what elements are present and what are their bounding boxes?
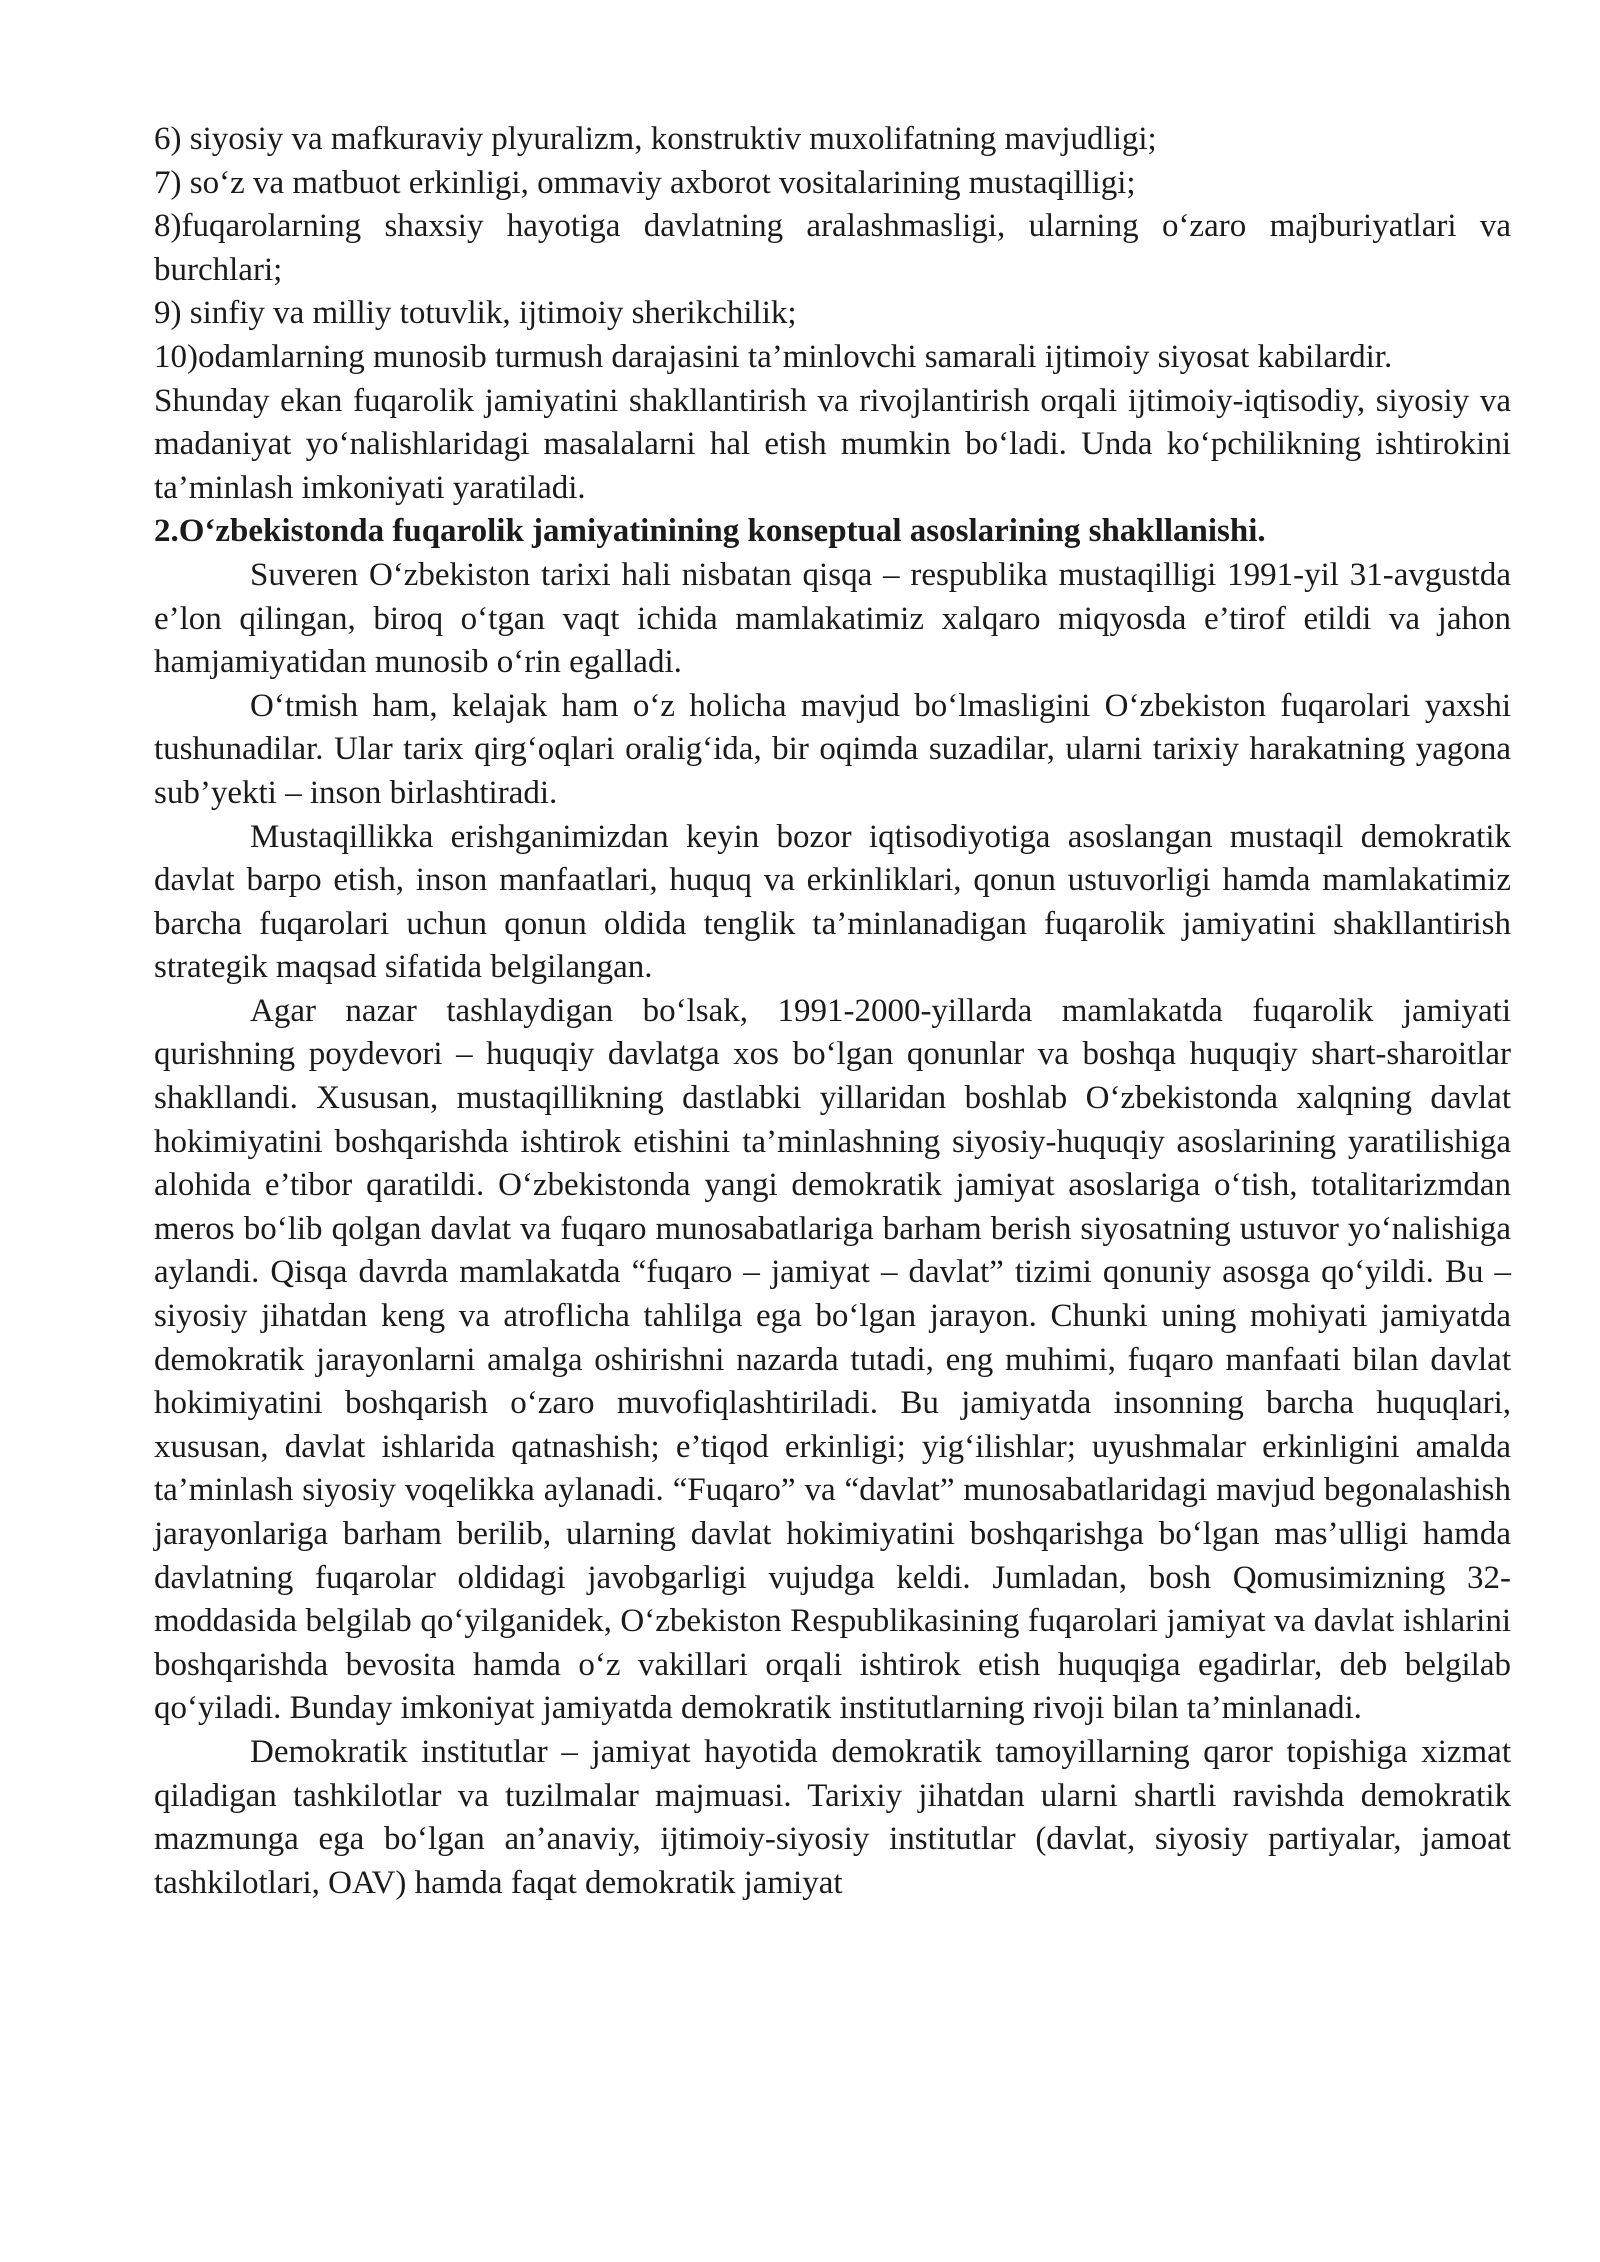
list-item: 9) sinfiy va milliy totuvlik, ijtimoiy sherikchilik;: [154, 295, 797, 332]
section-heading: 2.O‘zbekistonda fuqarolik jamiyatinining konseptual asoslarining shakllanishi.: [154, 513, 1266, 550]
document-page: [154, 118, 1511, 1905]
body-paragraph: Suveren O‘zbekiston tarixi hali nisbatan qisqa – respublika mustaqilligi 1991-yil 31-avgustda e’lon qilingan, biroq o‘tgan vaqt ichida mamlakatimiz xalqaro miqyosda e’tirof etildi va jahon hamjamiyatidan munosib o‘rin egalladi.: [154, 556, 1511, 681]
list-item: 8)fuqarolarning shaxsiy hayotiga davlatning aralashmasligi, ularning o‘zaro majburiyatlari va burchlari;: [154, 208, 1511, 288]
list-item: 6) siyosiy va mafkuraviy plyuralizm, konstruktiv muxolifatning mavjudligi;: [154, 121, 1157, 157]
body-paragraph: Demokratik institutlar – jamiyat hayotida demokratik tamoyillarning qaror topishiga xizmat qiladigan tashkilotlar va tuzilmalar majmuasi. Tarixiy jihatdan ularni shartli ravishda demokratik mazmunga ega bo‘lgan an’anaviy, ijtimoiy-siyosiy institutlar (davlat, siyosiy partiyalar, jamoat tashkilotlari, OAV) hamda faqat demokratik jamiyat: [154, 1733, 1511, 1901]
body-paragraph: Agar nazar tashlaydigan bo‘lsak, 1991-2000-yillarda mamlakatda fuqarolik jamiyati qurishning poydevori – huquqiy davlatga xos bo‘lgan qonunlar va boshqa huquqiy shart-sharoitlar shakllandi. Xususan, mustaqillikning dastlabki yillaridan boshlab O‘zbekistonda xalqning davlat hokimiyatini boshqarishda ishtirok etishini ta’minlashning siyosiy-huquqiy asoslarining yaratilishiga alohida e’tibor qaratildi. O‘zbekistonda yangi demokratik jamiyat asoslariga o‘tish, totalitarizmdan meros bo‘lib qolgan davlat va fuqaro munosabatlariga barham berish siyosatning ustuvor yo‘nalishiga aylandi. Qisqa davrda mamlakatda “fuqaro – jamiyat – davlat” tizimi qonuniy asosga qo‘yildi. Bu – siyosiy jihatdan keng va atroflicha tahlilga ega bo‘lgan jarayon. Chunki uning mohiyati jamiyatda demokratik jarayonlarni amalga oshirishni nazarda tutadi, eng muhimi, fuqaro manfaati bilan davlat hokimiyatini boshqarish o‘zaro muvofiqlashtiriladi. Bu jamiyatda insonning barcha huquqlari, xususan, davlat ishlarida qatnashish; e’tiqod erkinligi; yig‘ilishlar; uyushmalar erkinligini amalda ta’minlash siyosiy voqelikka aylanadi. “Fuqaro” va “davlat” munosabatlaridagi mavjud begonalashish jarayonlariga barham berilib, ularning davlat hokimiyatini boshqarishga bo‘lgan mas’ulligi hamda davlatning fuqarolar oldidagi javobgarligi vujudga keldi. Jumladan, bosh Qomusimizning 32-moddasida belgilab qo‘yilganidek, O‘zbekiston Respublikasining fuqarolari jamiyat va davlat ishlarini boshqarishda bevosita hamda o‘z vakillari orqali ishtirok etish huquqiga egadirlar, deb belgilab qo‘yiladi. Bunday imkoniyat jamiyatda demokratik institutlarning rivoji bilan ta’minlanadi.: [154, 992, 1511, 1727]
list-item: 10)odamlarning munosib turmush darajasini ta’minlovchi samarali ijtimoiy siyosat kabilardir.: [154, 338, 1393, 375]
body-paragraph: O‘tmish ham, kelajak ham o‘z holicha mavjud bo‘lmasligini O‘zbekiston fuqarolari yaxshi tushunadilar. Ular tarix qirg‘oqlari oralig‘ida, bir oqimda suzadilar, ularni tarixiy harakatning yagona sub’yekti – inson birlashtiradi.: [154, 687, 1511, 811]
list-item: 7) so‘z va matbuot erkinligi, ommaviy axborot vositalarining mustaqilligi;: [154, 164, 1136, 201]
body-paragraph: Mustaqillikka erishganimizdan keyin bozor iqtisodiyotiga asoslangan mustaqil demokratik davlat barpo etish, inson manfaatlari, huquq va erkinliklari, qonun ustuvorligi hamda mamlakatimiz barcha fuqarolari uchun qonun oldida tenglik ta’minlanadigan fuqarolik jamiyatini shakllantirish strategik maqsad sifatida belgilangan.: [154, 818, 1511, 986]
summary-paragraph: Shunday ekan fuqarolik jamiyatini shakllantirish va rivojlantirish orqali ijtimoiy-iqtisodiy, siyosiy va madaniyat yo‘nalishlaridagi masalalarni hal etish mumkin bo‘ladi. Unda ko‘pchilikning ishtirokini ta’minlash imkoniyati yaratiladi.: [154, 382, 1511, 506]
